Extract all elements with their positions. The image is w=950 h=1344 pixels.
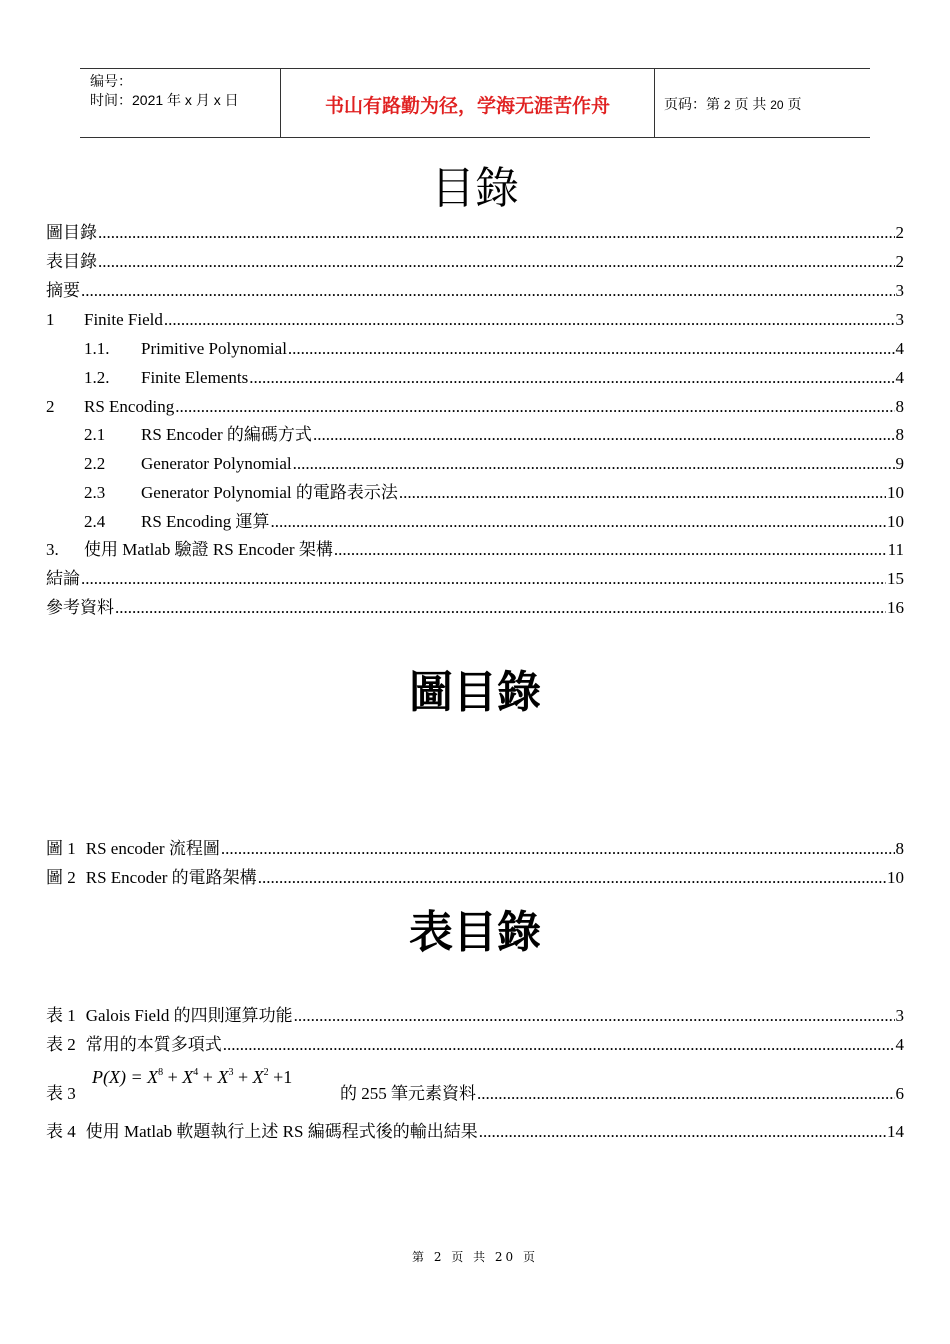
tables-title: 表目錄 — [409, 908, 541, 957]
leader-dots — [98, 222, 895, 244]
toc-entry-page: 3 — [895, 310, 904, 329]
figure-entry-number: 圖 2 — [46, 868, 76, 887]
table-entry-text: Galois Field 的四則運算功能 — [85, 1006, 293, 1025]
leader-dots — [294, 1005, 895, 1027]
figure-entry-page: 10 — [887, 868, 904, 887]
toc-entry-page: 10 — [887, 512, 904, 531]
table-entry-text: 使用 Matlab 軟題執行上述 RS 編碼程式後的輸出結果 — [85, 1122, 478, 1141]
toc-entry-text: Primitive Polynomial — [141, 339, 287, 358]
header-time-label: 时间：2021 年 x 月 x 日 — [90, 92, 239, 108]
toc-entry-number: 2.4 — [84, 512, 106, 531]
toc-entry-text: 參考資料 — [46, 598, 114, 617]
toc-entry-number: 1.1. — [84, 339, 110, 358]
formula-const: 1 — [283, 1067, 293, 1087]
toc-entry[interactable] — [46, 338, 904, 360]
formula-term: $X^3$ — [217, 1067, 234, 1087]
header-page-number — [664, 94, 802, 114]
toc-entry-text: 表目錄 — [46, 252, 97, 271]
toc-entry[interactable] — [46, 222, 904, 244]
table-entry[interactable] — [46, 1083, 904, 1105]
table-entry-page: 14 — [887, 1122, 904, 1141]
toc-title: 目錄 — [431, 164, 519, 213]
toc-entry-page: 4 — [895, 368, 904, 387]
toc-entry-page: 4 — [895, 339, 904, 358]
toc-entry-page: 15 — [887, 569, 904, 588]
toc-entry-number: 2.3 — [84, 483, 106, 502]
figure-entry[interactable] — [46, 867, 904, 889]
toc-entry-number: 3. — [46, 540, 59, 559]
toc-entry-page: 16 — [887, 598, 904, 617]
toc-entry-page: 8 — [895, 397, 904, 416]
leader-dots — [223, 1034, 895, 1056]
toc-entry-number: 1 — [46, 310, 55, 329]
toc-entry-page: 11 — [887, 540, 904, 559]
toc-entry-number: 2.1 — [84, 425, 106, 444]
figures-title: 圖目錄 — [409, 668, 541, 717]
leader-dots — [293, 453, 895, 475]
toc-entry[interactable] — [46, 539, 904, 561]
leader-dots — [164, 309, 895, 331]
page-footer: 第 2 页 共 20 页 — [412, 1250, 538, 1264]
toc-entry[interactable] — [46, 568, 904, 590]
table-entry-number: 表 3 — [46, 1084, 76, 1103]
table-entry-number: 表 1 — [46, 1006, 76, 1025]
leader-dots — [288, 338, 895, 360]
table-entry-page: 3 — [895, 1006, 904, 1025]
header-code-label: 编号： — [90, 73, 132, 89]
toc-entry-number: 2 — [46, 397, 55, 416]
leader-dots — [175, 396, 894, 418]
toc-entry-page: 8 — [895, 425, 904, 444]
leader-dots — [399, 482, 886, 504]
toc-entry[interactable] — [46, 396, 904, 418]
leader-dots — [313, 424, 895, 446]
table-entry-number: 表 2 — [46, 1035, 76, 1054]
toc-entry[interactable] — [46, 424, 904, 446]
toc-entry-text: 摘要 — [46, 281, 80, 300]
figure-entry-number: 圖 1 — [46, 839, 76, 858]
header-page-num: 2 — [723, 98, 731, 112]
toc-entry[interactable] — [46, 367, 904, 389]
leader-dots — [258, 867, 886, 889]
toc-entry-number: 1.2. — [84, 368, 110, 387]
header-motto: 书山有路勤为径，学海无涯苦作舟 — [324, 95, 610, 117]
figure-entry[interactable] — [46, 838, 904, 860]
toc-entry-text: RS Encoding — [84, 397, 175, 416]
toc-entry[interactable] — [46, 251, 904, 273]
formula-lhs: P(X) = — [92, 1067, 143, 1087]
toc-entry-page: 10 — [887, 483, 904, 502]
toc-entry[interactable] — [46, 309, 904, 331]
leader-dots — [81, 568, 886, 590]
leader-dots — [479, 1121, 886, 1143]
figure-entry-text: RS encoder 流程圖 — [85, 839, 220, 858]
toc-entry[interactable] — [46, 597, 904, 619]
table-entry[interactable] — [46, 1121, 904, 1143]
formula-term: $X^4$ — [182, 1067, 199, 1087]
toc-entry-text: Finite Elements — [141, 368, 249, 387]
leader-dots — [115, 597, 886, 619]
toc-entry-page: 2 — [895, 252, 904, 271]
leader-dots — [249, 367, 894, 389]
formula-term: $X^2$ — [252, 1067, 269, 1087]
table-entry-page: 6 — [895, 1084, 904, 1103]
toc-entry-text: 使用 Matlab 驗證 RS Encoder 架構 — [84, 540, 333, 559]
table-entry[interactable] — [46, 1034, 904, 1056]
header-page-prefix: 页码：第 — [664, 96, 720, 112]
leader-dots — [98, 251, 895, 273]
toc-entry-page: 3 — [895, 281, 904, 300]
header-divider — [654, 69, 655, 137]
page-header — [80, 68, 870, 138]
table-entry-number: 表 4 — [46, 1122, 76, 1141]
leader-dots — [221, 838, 895, 860]
table-entry-text: 常用的本質多項式 — [85, 1035, 222, 1054]
leader-dots — [81, 280, 895, 302]
table-entry-text: 的 255 筆元素資料 — [340, 1084, 476, 1103]
toc-entry-text: Generator Polynomial 的電路表示法 — [141, 483, 398, 502]
figure-entry-page: 8 — [895, 839, 904, 858]
leader-dots — [334, 539, 887, 561]
table-entry[interactable] — [46, 1005, 904, 1027]
toc-entry[interactable] — [46, 511, 904, 533]
toc-entry-text: RS Encoding 運算 — [141, 512, 270, 531]
toc-entry[interactable] — [46, 482, 904, 504]
toc-entry[interactable] — [46, 453, 904, 475]
toc-entry-text: 圖目錄 — [46, 223, 97, 242]
table-entry-page: 4 — [895, 1035, 904, 1054]
toc-entry[interactable] — [46, 280, 904, 302]
toc-entry-page: 9 — [895, 454, 904, 473]
toc-entry-page: 2 — [895, 223, 904, 242]
toc-entry-number: 2.2 — [84, 454, 106, 473]
leader-dots — [270, 511, 886, 533]
toc-entry-text: Finite Field — [84, 310, 163, 329]
leader-dots — [477, 1083, 895, 1105]
toc-entry-text: RS Encoder 的編碼方式 — [141, 425, 312, 444]
formula-term: $X^8$ — [147, 1067, 164, 1087]
toc-entry-text: 結論 — [46, 569, 80, 588]
header-page-suffix: 页 — [787, 96, 802, 112]
header-page-mid: 页 共 — [734, 96, 767, 112]
header-meta — [90, 72, 239, 110]
figure-entry-text: RS Encoder 的電路架構 — [85, 868, 257, 887]
header-page-total: 20 — [770, 98, 784, 112]
polynomial-formula: $P(X) = X^8 + X^4 + X^3 + X^2 +1$ — [92, 1067, 293, 1087]
toc-entry-text: Generator Polynomial — [141, 454, 292, 473]
